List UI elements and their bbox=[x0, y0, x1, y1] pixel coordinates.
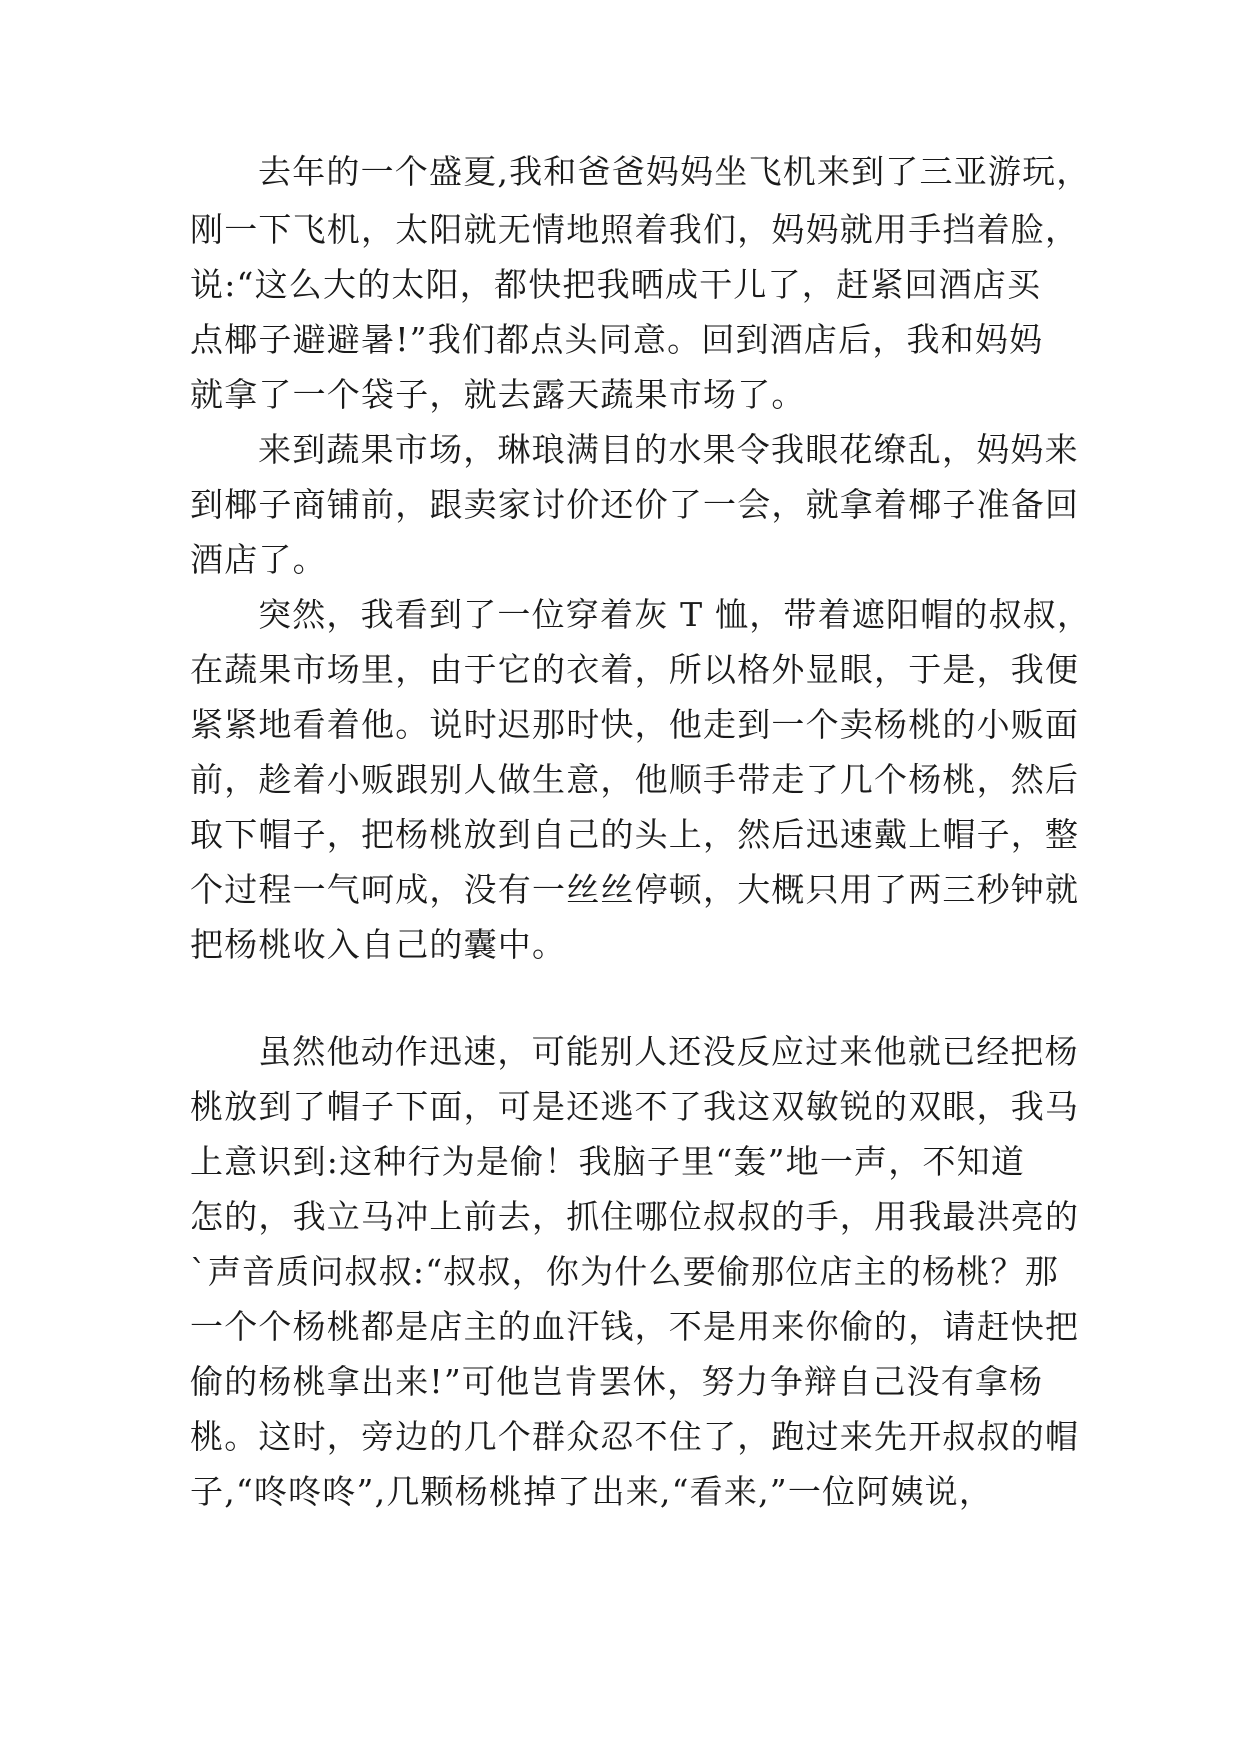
paragraph-3-line-3: 紧紧地看着他。说时迟那时快，他走到一个卖杨桃的小贩面 bbox=[190, 705, 1080, 744]
paragraph-2-line-2: 到椰子商铺前，跟卖家讨价还价了一会，就拿着椰子准备回 bbox=[190, 485, 1080, 524]
paragraph-2-line-3: 酒店了。 bbox=[190, 540, 327, 579]
paragraph-3-line-6: 个过程一气呵成，没有一丝丝停顿，大概只用了两三秒钟就 bbox=[190, 870, 1080, 909]
paragraph-4-line-1: 虽然他动作迅速，可能别人还没反应过来他就已经把杨 bbox=[258, 1032, 1079, 1071]
paragraph-4-line-4: 怎的，我立马冲上前去，抓住哪位叔叔的手，用我最洪亮的 bbox=[190, 1197, 1080, 1236]
paragraph-4-line-3: 上意识到:这种行为是偷！我脑子里“轰”地一声，不知道 bbox=[190, 1142, 1026, 1181]
paragraph-4-line-6: 一个个杨桃都是店主的血汗钱，不是用来你偷的，请赶快把 bbox=[190, 1307, 1080, 1346]
paragraph-1-line-5: 就拿了一个袋子，就去露天蔬果市场了。 bbox=[190, 375, 806, 414]
paragraph-3-line-5: 取下帽子，把杨桃放到自己的头上，然后迅速戴上帽子，整 bbox=[190, 815, 1080, 854]
paragraph-1-line-4: 点椰子避避暑!”我们都点头同意。回到酒店后，我和妈妈 bbox=[190, 320, 1044, 359]
paragraph-4-line-9: 子,“咚咚咚”,几颗杨桃掉了出来,“看来,”一位阿姨说， bbox=[190, 1472, 994, 1511]
paragraph-3-line-2: 在蔬果市场里，由于它的衣着，所以格外显眼，于是，我便 bbox=[190, 650, 1080, 689]
paragraph-3-line-1: 突然，我看到了一位穿着灰 T 恤，带着遮阳帽的叔叔， bbox=[258, 595, 1092, 634]
paragraph-3-line-4: 前，趁着小贩跟别人做生意，他顺手带走了几个杨桃，然后 bbox=[190, 760, 1080, 799]
paragraph-4-line-5: `声音质问叔叔:“叔叔，你为什么要偷那位店主的杨桃？那 bbox=[190, 1252, 1059, 1291]
paragraph-4-line-2: 桃放到了帽子下面，可是还逃不了我这双敏锐的双眼，我马 bbox=[190, 1087, 1080, 1126]
paragraph-4-line-8: 桃。这时，旁边的几个群众忍不住了，跑过来先开叔叔的帽 bbox=[190, 1417, 1080, 1456]
paragraph-3-line-7: 把杨桃收入自己的囊中。 bbox=[190, 925, 567, 964]
paragraph-2-line-1: 来到蔬果市场，琳琅满目的水果令我眼花缭乱，妈妈来 bbox=[258, 430, 1079, 469]
paragraph-1-line-2: 刚一下飞机，太阳就无情地照着我们，妈妈就用手挡着脸， bbox=[190, 210, 1080, 249]
paragraph-1-line-3: 说:“这么大的太阳，都快把我晒成干儿了，赶紧回酒店买 bbox=[190, 265, 1042, 304]
paragraph-1-line-1: 去年的一个盛夏,我和爸爸妈妈坐飞机来到了三亚游玩， bbox=[258, 152, 1091, 191]
paragraph-4-line-7: 偷的杨桃拿出来!”可他岂肯罢休，努力争辩自己没有拿杨 bbox=[190, 1362, 1044, 1401]
